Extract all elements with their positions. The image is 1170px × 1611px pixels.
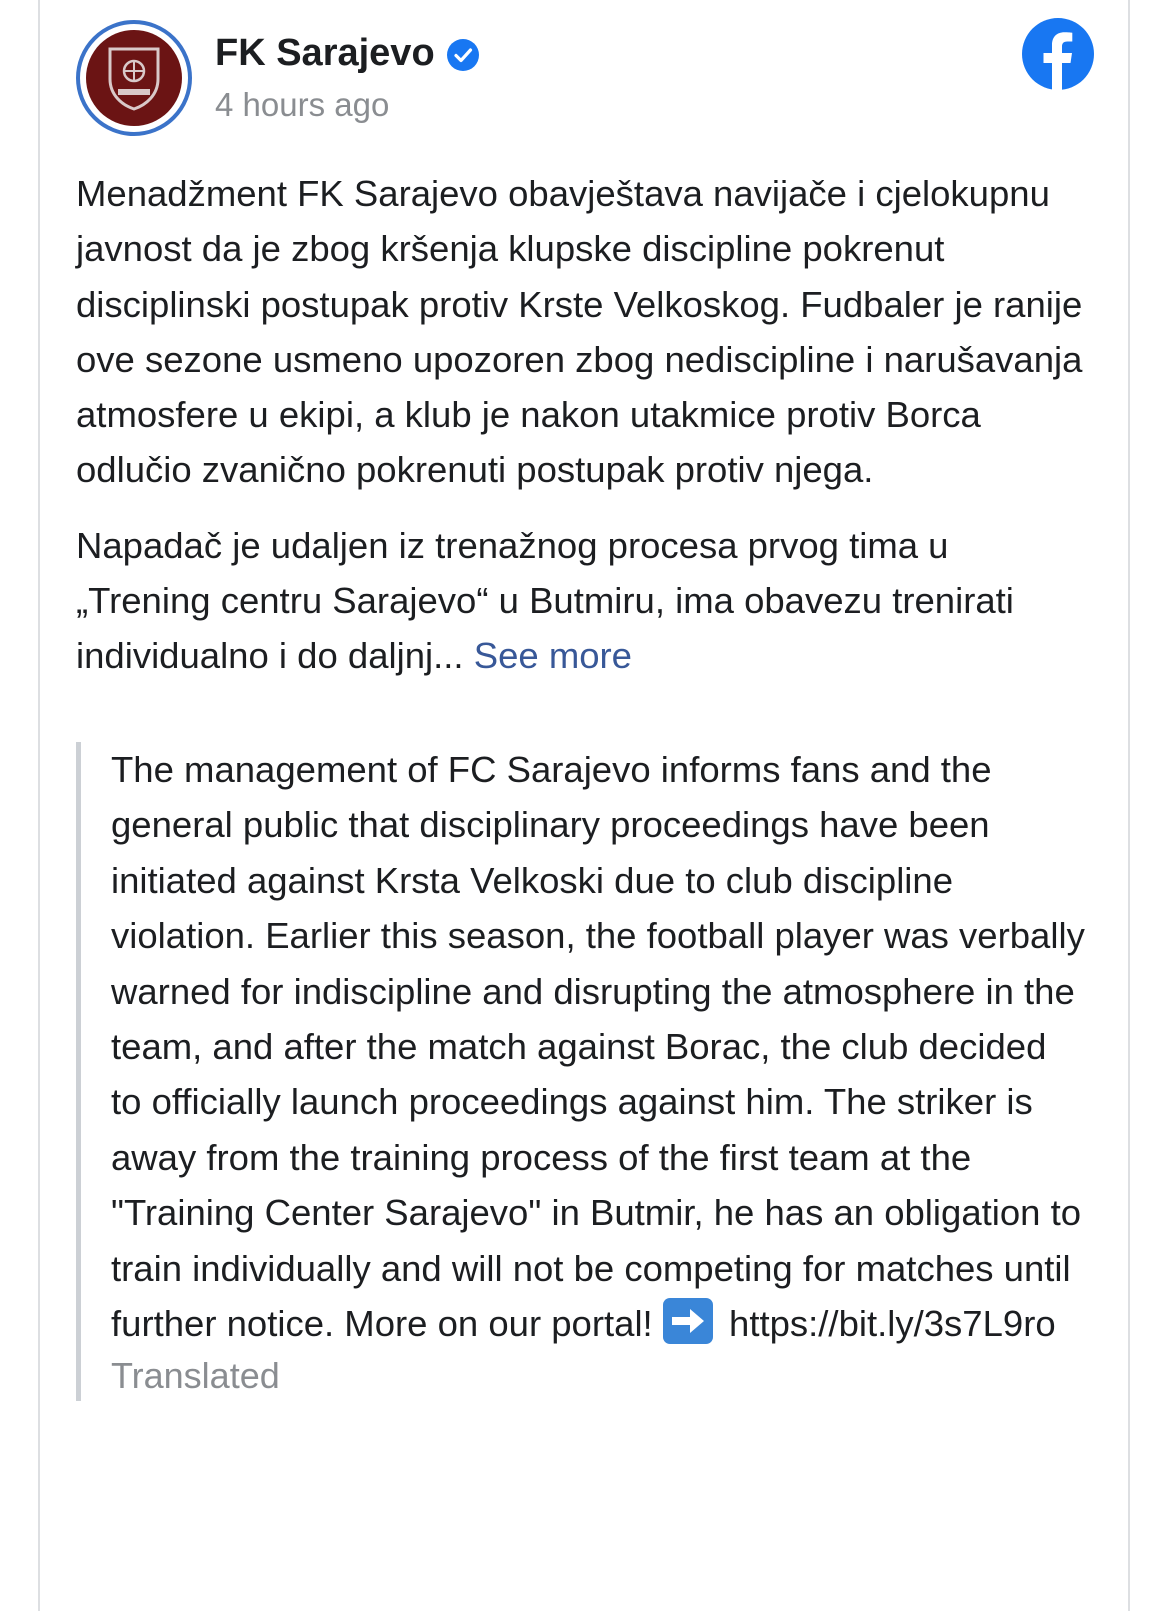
translated-label[interactable]: Translated xyxy=(111,1355,280,1397)
post-body xyxy=(76,166,1086,704)
post-paragraph-2 xyxy=(76,518,1086,684)
verified-badge-icon xyxy=(447,38,479,70)
page-name-row xyxy=(215,32,479,75)
translation-text: The management of FC Sarajevo informs fans and the general public that disciplinary proceedings have been initiated against Krsta Velkoski due to club discipline violation. Earlier this season, the football player was verbally warned for indiscipline and disrupting the atmosphere in the team, and after the match against Borac, the club decided to officially launch proceedings against him. The striker is away from the training process of the first team at the "Training Center Sarajevo" in Butmir, he has an obligation to train individually and will not be competing for matches until further notice. More on our portal! xyxy=(111,749,1085,1345)
translation-block xyxy=(76,742,1086,1401)
page-avatar[interactable] xyxy=(76,20,192,136)
translation-text-block xyxy=(111,742,1086,1351)
post-card xyxy=(38,0,1130,1611)
page-name[interactable]: FK Sarajevo xyxy=(215,32,435,74)
facebook-logo-icon[interactable] xyxy=(1022,18,1094,90)
post-paragraph-2-text: Napadač je udaljen iz trenažnog procesa prvog tima u „Trening centru Sarajevo“ u Butmiru, ima obavezu trenirati individualno i do daljnj... xyxy=(76,524,1014,677)
portal-link[interactable]: https://bit.ly/3s7L9ro xyxy=(729,1303,1056,1345)
post-timestamp[interactable]: 4 hours ago xyxy=(215,86,390,123)
post-paragraph-1: Menadžment FK Sarajevo obavještava navijače i cjelokupnu javnost da je zbog kršenja klupske discipline pokrenut disciplinski postupak protiv Krste Velkoskog. Fudbaler je ranije ove sezone usmeno upozoren zbog nediscipline i narušavanja atmosfere u ekipi, a klub je nakon utakmice protiv Borca odlučio zvanično pokrenuti postupak protiv njega. xyxy=(76,173,1083,491)
see-more-link[interactable]: See more xyxy=(473,635,632,677)
right-arrow-emoji-icon xyxy=(663,1298,713,1344)
club-crest-icon xyxy=(86,30,182,126)
